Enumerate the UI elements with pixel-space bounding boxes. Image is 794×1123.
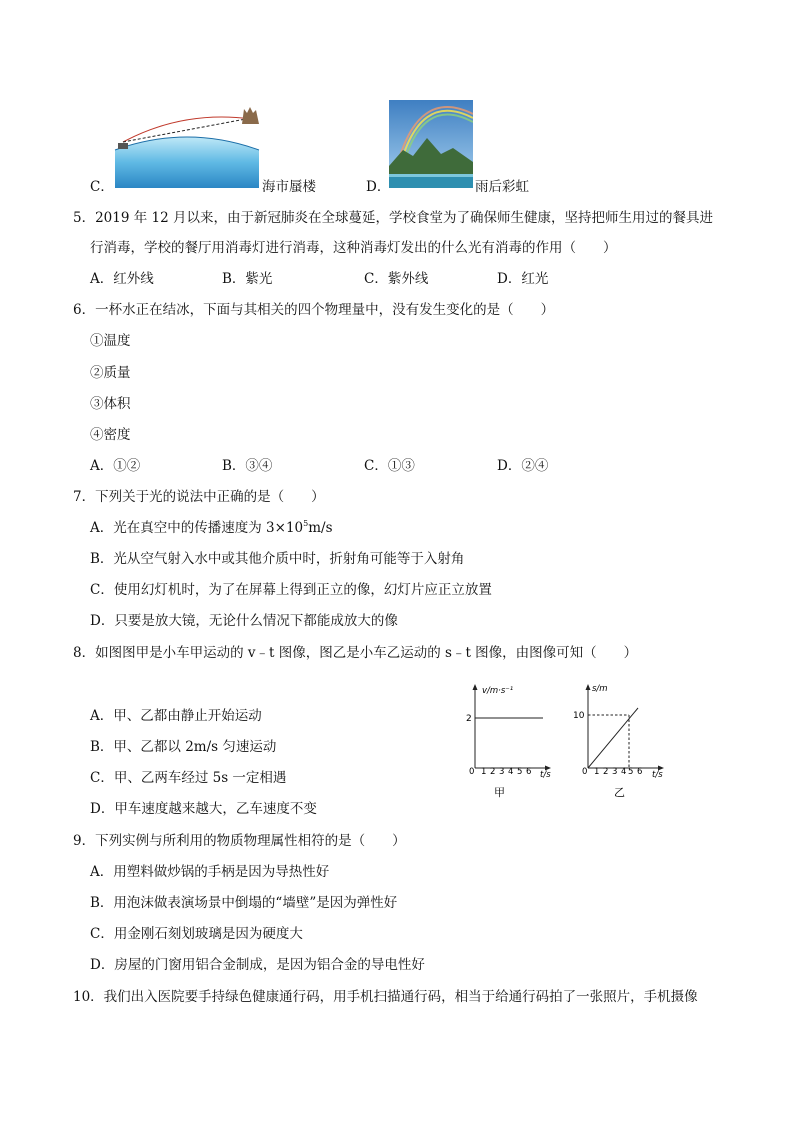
q6-stem: 6．一杯水正在结冰，下面与其相关的四个物理量中，没有发生变化的是（ ） [73, 302, 555, 318]
rainbow-image [389, 100, 473, 188]
graph-jia-tick-4: 4 [508, 767, 514, 777]
q6-option-c[interactable]: C．①③ [364, 458, 415, 474]
q7-stem: 7．下列关于光的说法中正确的是（ ） [73, 489, 325, 505]
q9-option-c[interactable]: C．用金刚石刻划玻璃是因为硬度大 [90, 926, 303, 942]
q4-option-d-letter[interactable]: D． [366, 179, 391, 195]
q5-option-a[interactable]: A．红外线 [90, 271, 154, 287]
q7-option-a-suffix: m/s [308, 520, 333, 536]
q5-option-b[interactable]: B．紫光 [222, 271, 273, 287]
graph-jia-tick-1: 1 [481, 767, 487, 777]
graph-jia-yvalue: 2 [466, 714, 472, 724]
q7-option-c[interactable]: C．使用幻灯机时，为了在屏幕上得到正立的像，幻灯片应正立放置 [90, 582, 492, 598]
q8-option-c[interactable]: C．甲、乙两车经过 5s 一定相遇 [90, 770, 287, 786]
q7-option-d[interactable]: D．只要是放大镜，无论什么情况下都能成放大的像 [90, 613, 398, 629]
q6-item-3: ③体积 [90, 396, 131, 412]
q5-option-d[interactable]: D．红光 [497, 271, 549, 287]
graph-jia-tick-2: 2 [490, 767, 496, 777]
graph-jia-tick-5: 5 [517, 767, 523, 777]
q9-stem: 9．下列实例与所利用的物质物理属性相符的是（ ） [73, 833, 406, 849]
graph-jia-caption: 甲 [494, 786, 505, 799]
q10-stem-line1: 10．我们出入医院要手持绿色健康通行码，用手机扫描通行码，相当于给通行码拍了一张照片，手机摄像 [73, 989, 698, 1005]
graph-yi-tick-4: 4 [621, 767, 627, 777]
graph-jia-tick-3: 3 [499, 767, 505, 777]
q6-option-d[interactable]: D．②④ [497, 458, 549, 474]
q6-item-2: ②质量 [90, 365, 131, 381]
q5-option-c[interactable]: C．紫外线 [364, 271, 429, 287]
q7-option-a[interactable] [90, 519, 333, 537]
q6-option-b[interactable]: B．③④ [222, 458, 273, 474]
q7-option-a-prefix: A．光在真空中的传播速度为 3×10 [90, 520, 304, 536]
graph-yi-tick-6: 6 [637, 767, 643, 777]
q4-option-c-letter[interactable]: C． [90, 179, 114, 195]
q7-option-b[interactable]: B．光从空气射入水中或其他介质中时，折射角可能等于入射角 [90, 551, 465, 567]
graph-yi-ylabel: s/m [592, 684, 608, 694]
graph-yi [568, 680, 673, 800]
graph-jia-ylabel: v/m·s⁻¹ [482, 686, 514, 696]
graph-yi-caption: 乙 [614, 786, 625, 799]
q8-option-d[interactable]: D．甲车速度越来越大，乙车速度不变 [90, 801, 317, 817]
q8-stem: 8．如图图甲是小车甲运动的 v﹣t 图像，图乙是小车乙运动的 s﹣t 图像，由图像可知（ ） [73, 645, 638, 661]
graph-yi-yvalue: 10 [573, 711, 585, 721]
q8-option-a[interactable]: A．甲、乙都由静止开始运动 [90, 708, 262, 724]
q4-option-c-caption: 海市蜃楼 [262, 179, 316, 195]
q5-stem-line2: 行消毒，学校的餐厅用消毒灯进行消毒，这种消毒灯发出的什么光有消毒的作用（ ） [90, 240, 617, 256]
graph-yi-tick-3: 3 [612, 767, 618, 777]
graph-jia-xlabel: t/s [540, 770, 551, 780]
graph-yi-tick-0: 0 [582, 767, 588, 777]
graph-yi-tick-2: 2 [603, 767, 609, 777]
graph-jia-tick-6: 6 [526, 767, 532, 777]
mirage-image [113, 106, 261, 188]
q6-item-4: ④密度 [90, 427, 131, 443]
q4-option-d-caption: 雨后彩虹 [475, 179, 529, 195]
graph-yi-tick-5: 5 [628, 767, 634, 777]
graph-jia [455, 680, 560, 800]
q9-option-a[interactable]: A．用塑料做炒锅的手柄是因为导热性好 [90, 864, 330, 880]
q5-stem-line1: 5．2019 年 12 月以来，由于新冠肺炎在全球蔓延，学校食堂为了确保师生健康，坚持把师生用过的餐具进 [73, 210, 713, 226]
q6-option-a[interactable]: A．①② [90, 458, 141, 474]
graph-yi-xlabel: t/s [652, 770, 663, 780]
graph-yi-tick-1: 1 [594, 767, 600, 777]
q6-item-1: ①温度 [90, 333, 131, 349]
q9-option-d[interactable]: D．房屋的门窗用铝合金制成，是因为铝合金的导电性好 [90, 957, 425, 973]
q8-option-b[interactable]: B．甲、乙都以 2m/s 匀速运动 [90, 739, 277, 755]
q9-option-b[interactable]: B．用泡沫做表演场景中倒塌的“墙壁”是因为弹性好 [90, 895, 398, 911]
q7-option-a-exponent: 5 [303, 519, 309, 528]
graph-jia-tick-0: 0 [469, 767, 475, 777]
